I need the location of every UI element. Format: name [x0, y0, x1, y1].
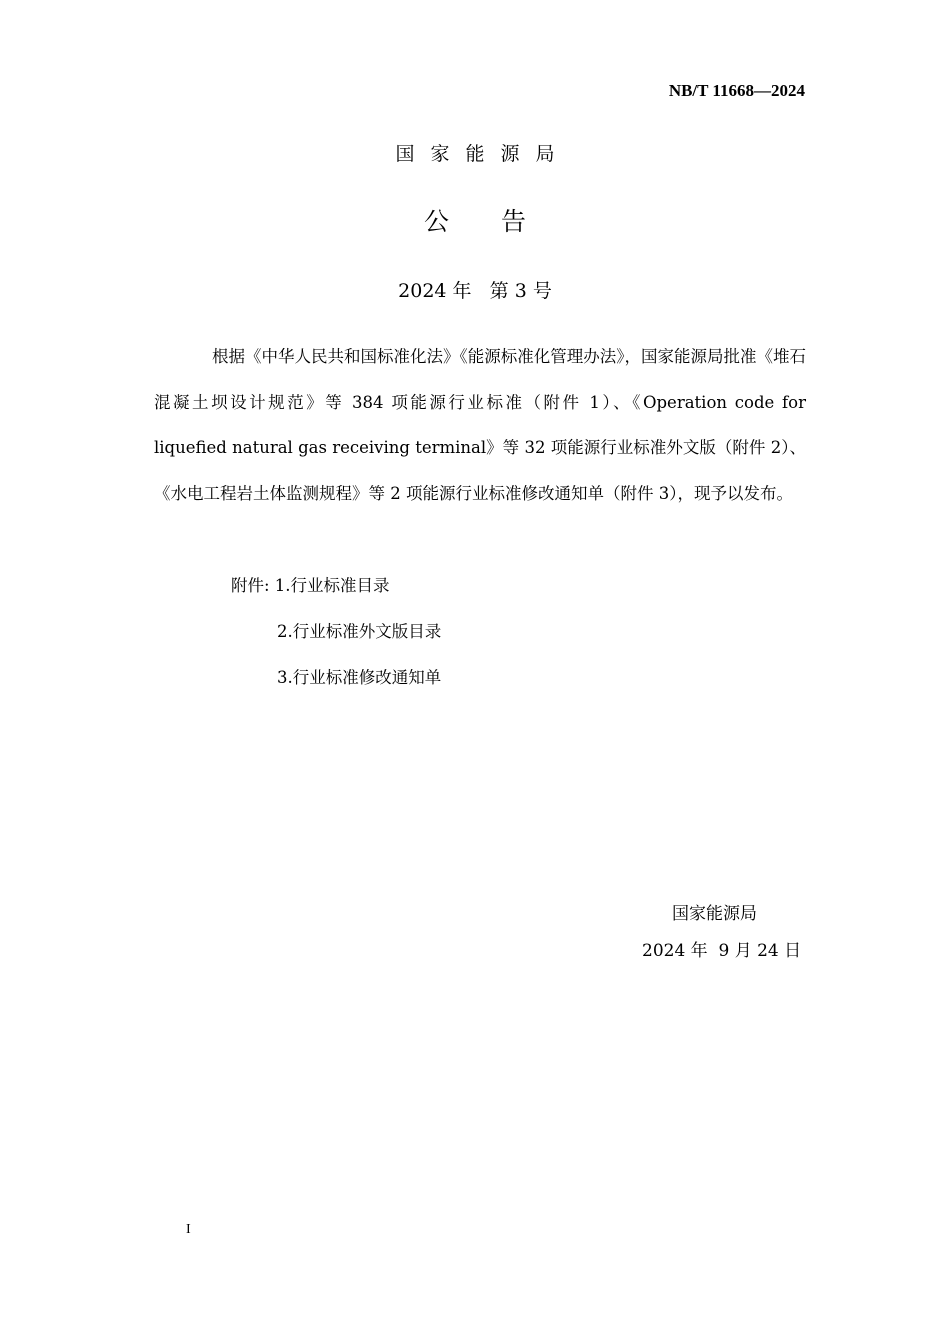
- standard-code: NB/T 11668—2024: [668, 81, 805, 100]
- attachment-item: 附件: 1.行业标准目录: [231, 576, 390, 595]
- signature-issuer: 国家能源局: [672, 904, 757, 924]
- notice-title: 公告: [423, 207, 578, 236]
- notice-body: 根据《中华人民共和国标准化法》《能源标准化管理办法》，国家能源局批准《堆石混凝土坝设计规范》等 384 项能源行业标准（附件 1）、《Operation code for liquefied natural gas receiving terminal》等 32 项能源行业标准外文版（附件 2）、《水电工程岩土体监测规程》等 2 项能源行业标准修改通知单（附件 3），现予以发布。: [154, 347, 806, 503]
- issuer-heading: 国家能源局: [395, 143, 571, 165]
- signature-date: 2024 年 9 月 24 日: [642, 941, 802, 961]
- page-number: I: [186, 1222, 191, 1237]
- attachment-item: 3.行业标准修改通知单: [277, 668, 442, 687]
- notice-number: 2024 年 第 3 号: [398, 280, 552, 302]
- attachment-item: 2.行业标准外文版目录: [277, 622, 442, 641]
